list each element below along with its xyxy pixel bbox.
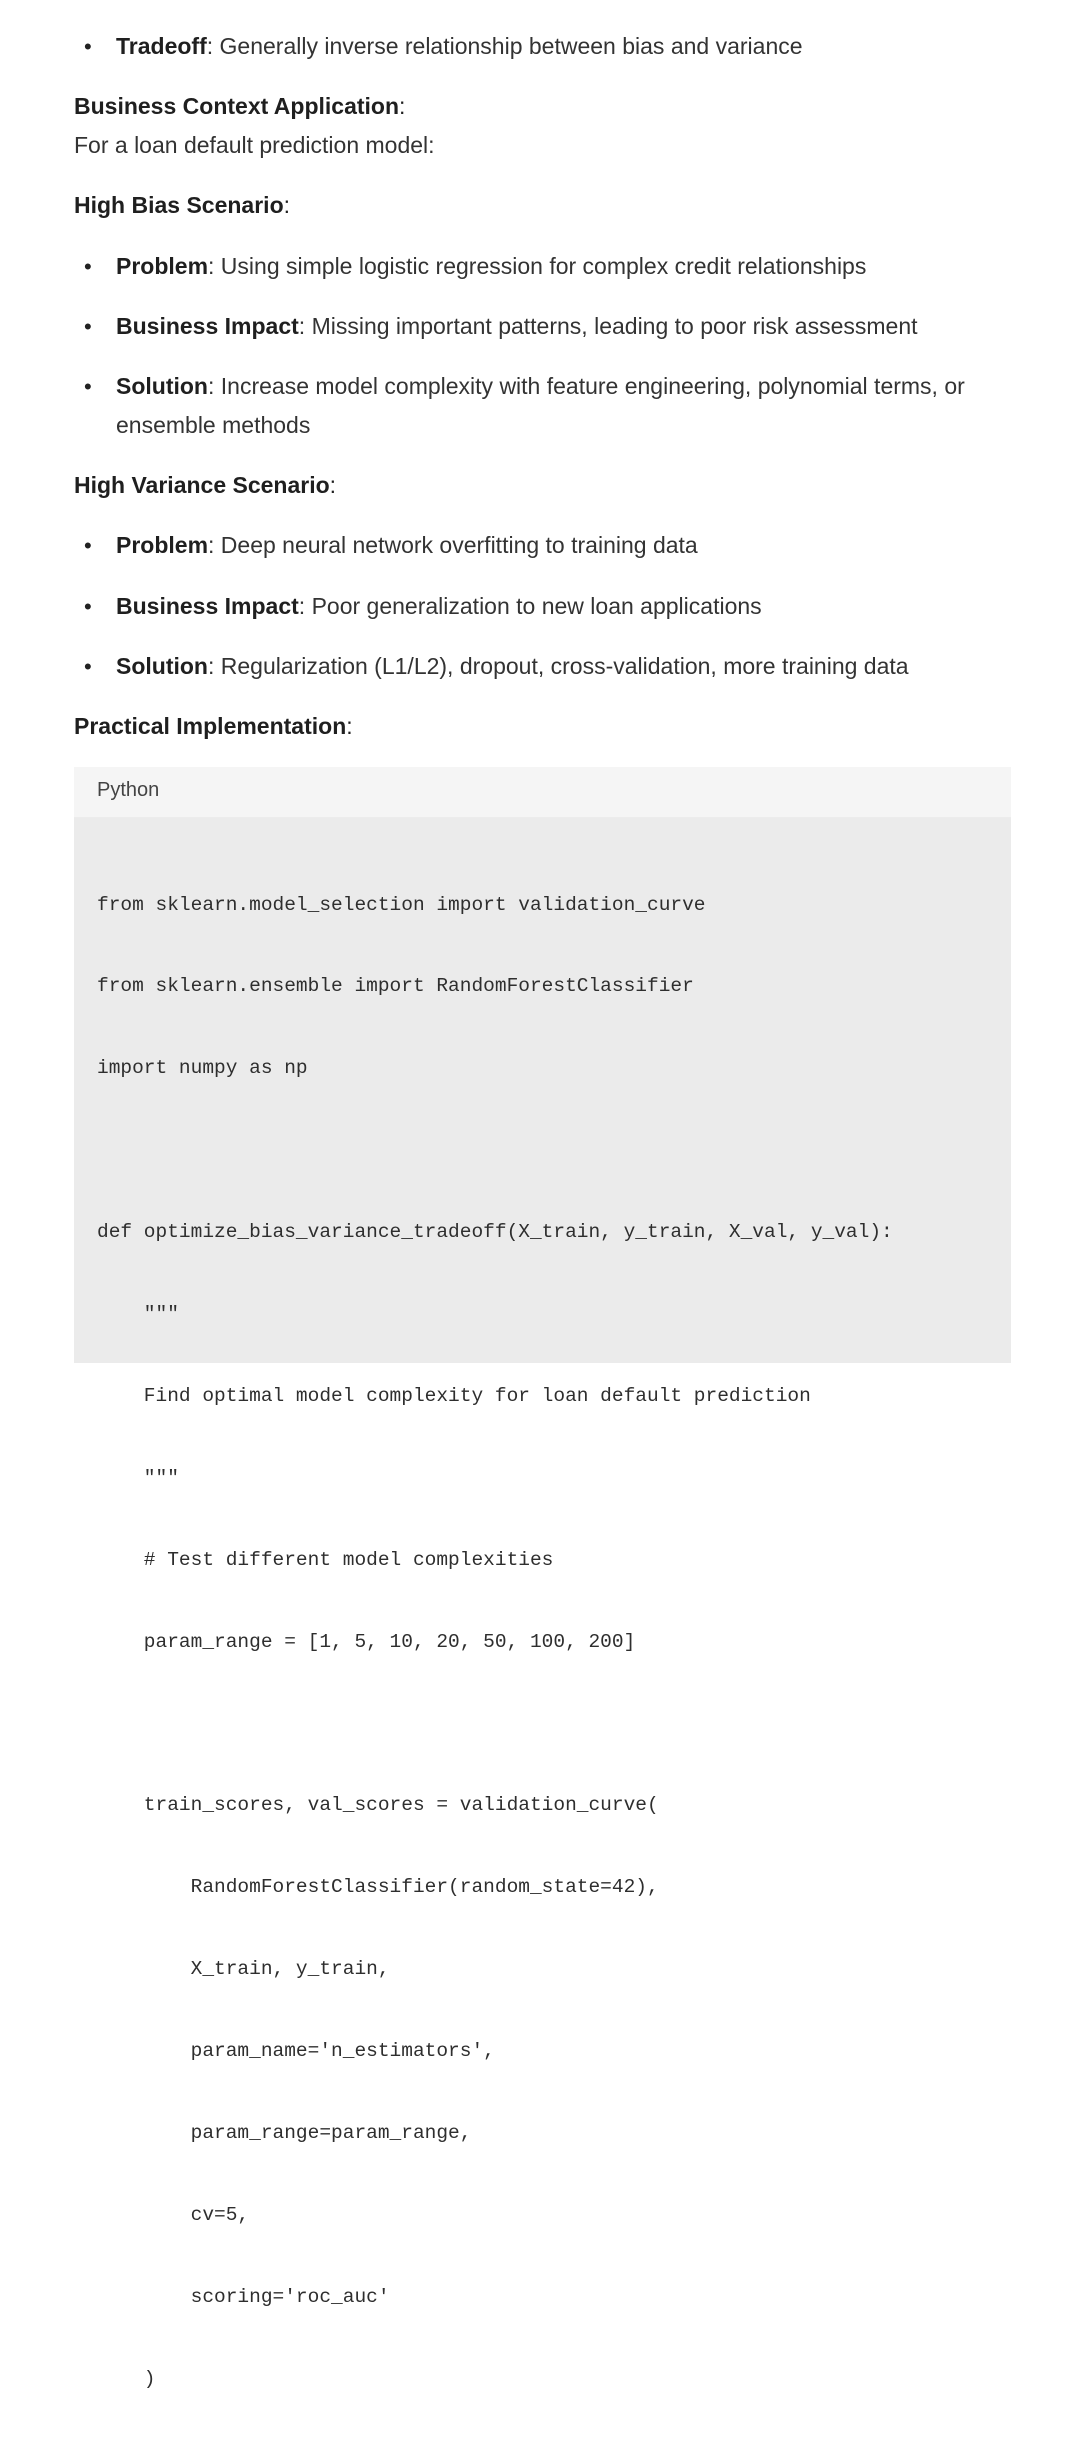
code-line: """ [97,1303,179,1326]
code-line: scoring='roc_auc' [97,2285,390,2308]
code-block [74,767,1011,2390]
heading-suffix: : [346,713,353,739]
heading-label: Business Context Application [74,93,400,119]
bullet-icon: • [84,533,92,558]
list-item-term: Business Impact [116,313,299,339]
list-item-text: : Regularization (L1/L2), dropout, cross-validation, more training data [207,653,909,679]
bullet-icon: • [84,254,92,279]
code-line: import numpy as np [97,1057,308,1080]
heading-suffix: : [283,192,291,218]
bullet-icon: • [84,594,92,619]
code-line: def optimize_bias_variance_tradeoff(X_train, y_train, X_val, y_val): [97,1221,893,1244]
code-line: param_range = [1, 5, 10, 20, 50, 100, 200] [97,1630,636,1653]
list-item-text: : Using simple logistic regression for complex credit relationships [208,253,867,279]
heading-label: Practical Implementation [74,713,347,739]
heading-suffix: : [329,472,337,498]
high-variance-heading [74,466,336,505]
list-item-term: Problem [116,532,209,558]
code-line: ) [97,2367,156,2390]
code-line: train_scores, val_scores = validation_curve( [97,1794,659,1817]
code-line: param_range=param_range, [97,2121,472,2144]
code-line: Find optimal model complexity for loan default prediction [97,1384,811,1407]
list-item-term: Tradeoff [116,33,207,59]
code-line: # Test different model complexities [97,1548,554,1571]
list-item-text: : Deep neural network overfitting to training data [208,532,698,558]
code-line: from sklearn.model_selection import validation_curve [97,893,706,916]
list-item-term: Business Impact [116,593,299,619]
bullet-icon: • [84,314,92,339]
heading-label: High Variance Scenario [74,472,330,498]
code-line [97,1137,893,1164]
code-language-label: Python [97,779,160,801]
practical-implementation-heading [74,707,353,746]
business-context-heading [74,87,405,126]
code-line: cv=5, [97,2203,250,2226]
code-content[interactable] [97,837,893,2448]
bullet-icon: • [84,654,92,679]
code-line: X_train, y_train, [97,1958,390,1981]
code-line: """ [97,1466,179,1489]
code-line [97,1711,893,1738]
heading-label: High Bias Scenario [74,192,284,218]
list-item-text: : Missing important patterns, leading to poor risk assessment [298,313,918,339]
high-bias-heading [74,186,290,225]
code-line: RandomForestClassifier(random_state=42), [97,1876,659,1899]
code-line: param_name='n_estimators', [97,2040,495,2063]
business-context-intro: For a loan default prediction model: [74,132,435,158]
list-item-term: Solution [116,653,208,679]
list-item-term: Solution [116,373,208,399]
code-line: from sklearn.ensemble import RandomForestClassifier [97,975,694,998]
bullet-icon: • [84,34,92,59]
list-item-text: : Increase model complexity with feature engineering, polynomial terms, or ensemble methods [116,373,965,438]
list-item-term: Problem [116,253,209,279]
bullet-icon: • [84,374,92,399]
list-item-text: : Poor generalization to new loan applications [298,593,762,619]
code-block-header [74,767,1011,818]
heading-suffix: : [399,93,406,119]
list-item-text: : Generally inverse relationship between bias and variance [206,33,803,59]
